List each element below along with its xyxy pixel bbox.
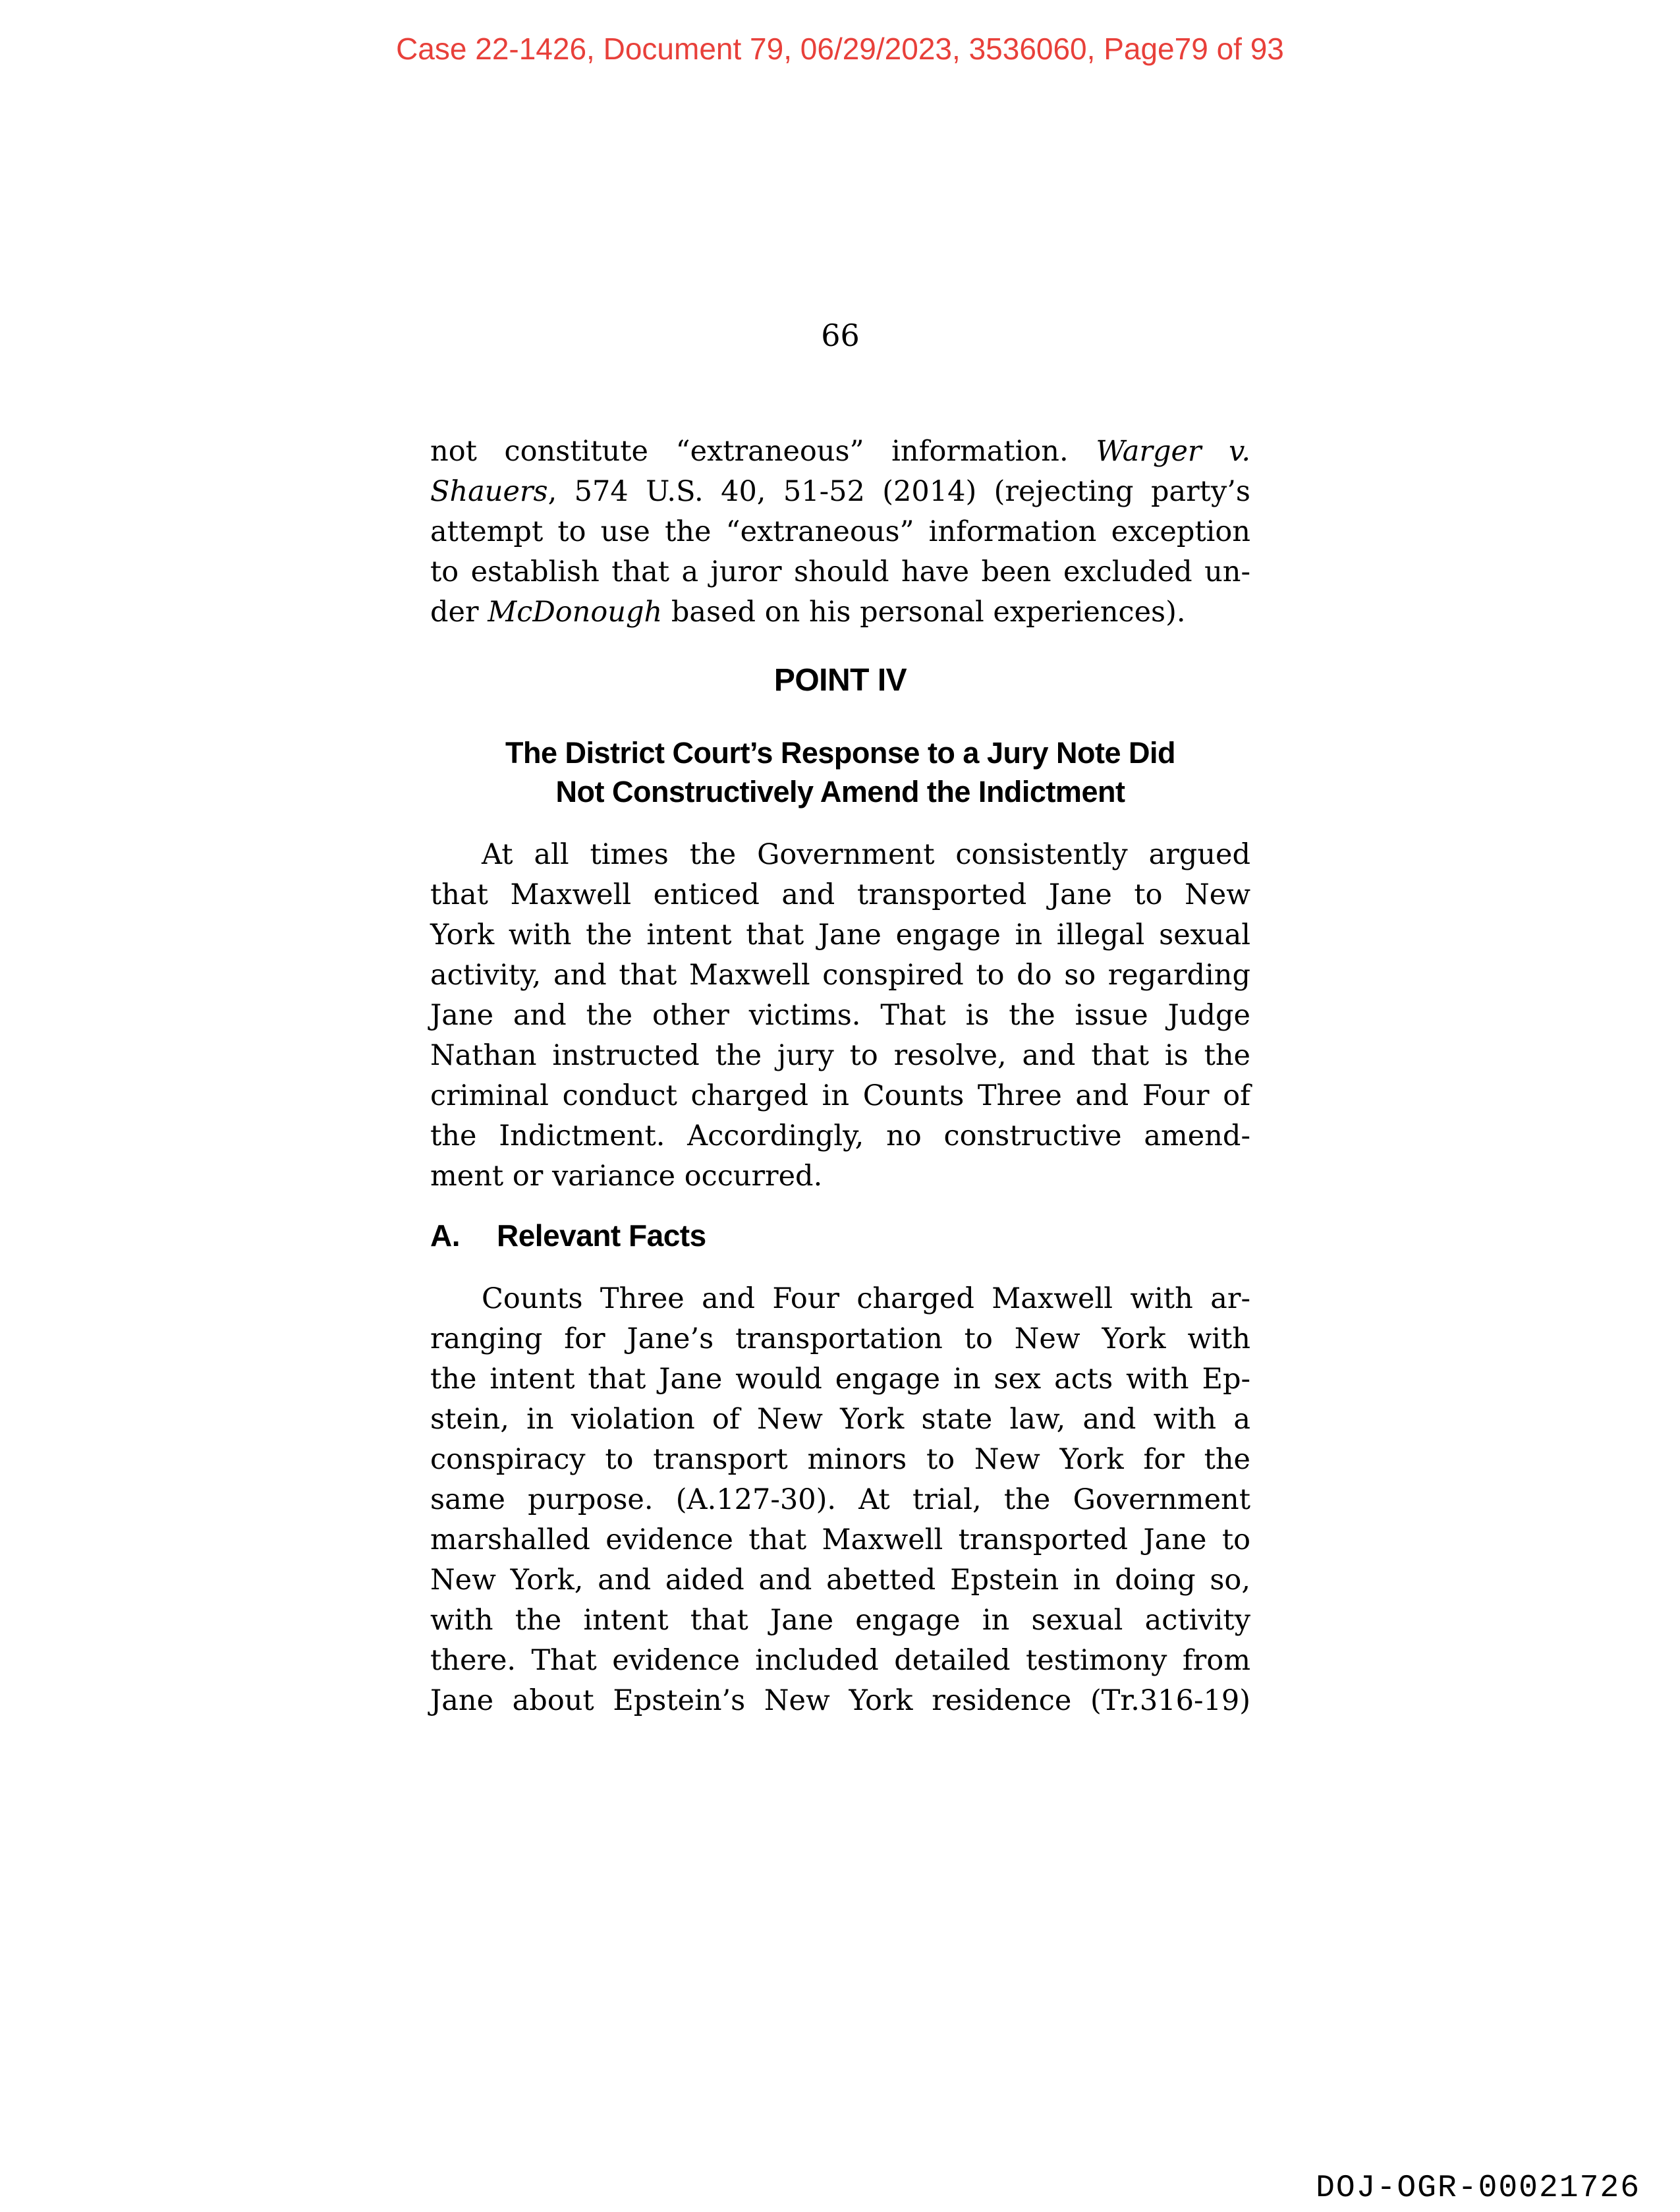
text-line: activity, and that Maxwell conspired to do so regarding [430,959,1250,992]
text-line: attempt to use the “extraneous” information exception [430,515,1250,548]
text-line: Jane and the other victims. That is the issue Judge [430,999,1250,1032]
text-line: with the intent that Jane engage in sexual activity [430,1604,1250,1637]
text-line: that Maxwell enticed and transported Jane to New [430,878,1250,911]
point-iv-heading: POINT IV [773,663,907,698]
text-line: there. That evidence included detailed testimony from [430,1644,1250,1677]
text-line: Counts Three and Four charged Maxwell with ar- [482,1282,1250,1315]
text-line: ranging for Jane’s transportation to New York with [430,1322,1250,1355]
text-line: same purpose. (A.127-30). At trial, the Government [430,1483,1250,1516]
text-line: marshalled evidence that Maxwell transported Jane to [430,1523,1250,1556]
case-stamp-header: Case 22-1426, Document 79, 06/29/2023, 3536060, Page79 of 93 [396,32,1284,66]
text-line: Shauers, 574 U.S. 40, 51-52 (2014) (rejecting party’s [430,475,1250,508]
text-line: Jane about Epstein’s New York residence (Tr.316-19) [430,1684,1250,1717]
text-line: stein, in violation of New York state law, and with a [430,1403,1250,1436]
text-line: to establish that a juror should have been excluded un- [430,555,1250,588]
text-line: criminal conduct charged in Counts Three and Four of [430,1079,1250,1112]
paragraph-argument [430,835,1250,1197]
paragraph-relevant-facts [430,1279,1250,1721]
text-line: Nathan instructed the jury to resolve, and that is the [430,1039,1250,1072]
text-line: At all times the Government consistently argued [482,838,1250,871]
text-line: the intent that Jane would engage in sex acts with Ep- [430,1363,1250,1396]
text-line: York with the intent that Jane engage in illegal sexual [430,919,1250,951]
section-label: A. [430,1218,460,1253]
paragraph-continuation [430,432,1250,633]
text-line: the Indictment. Accordingly, no constructive amend- [430,1120,1250,1152]
argument-subheading-line2: Not Constructively Amend the Indictment [555,775,1125,808]
section-heading-relevant-facts [430,1216,1250,1256]
section-title: Relevant Facts [497,1218,706,1253]
text-line: der McDonough based on his personal experiences). [430,596,1186,629]
argument-subheading-line1: The District Court’s Response to a Jury Note Did [505,736,1175,770]
text-line: not constitute “extraneous” information. Warger v. [430,435,1250,468]
text-line: conspiracy to transport minors to New York for the [430,1443,1250,1476]
text-line: New York, and aided and abetted Epstein in doing so, [430,1564,1250,1597]
page-number: 66 [821,318,860,353]
argument-subheading [430,733,1250,811]
bates-number: DOJ-OGR-00021726 [1316,2170,1640,2206]
text-line: ment or variance occurred. [430,1160,823,1193]
